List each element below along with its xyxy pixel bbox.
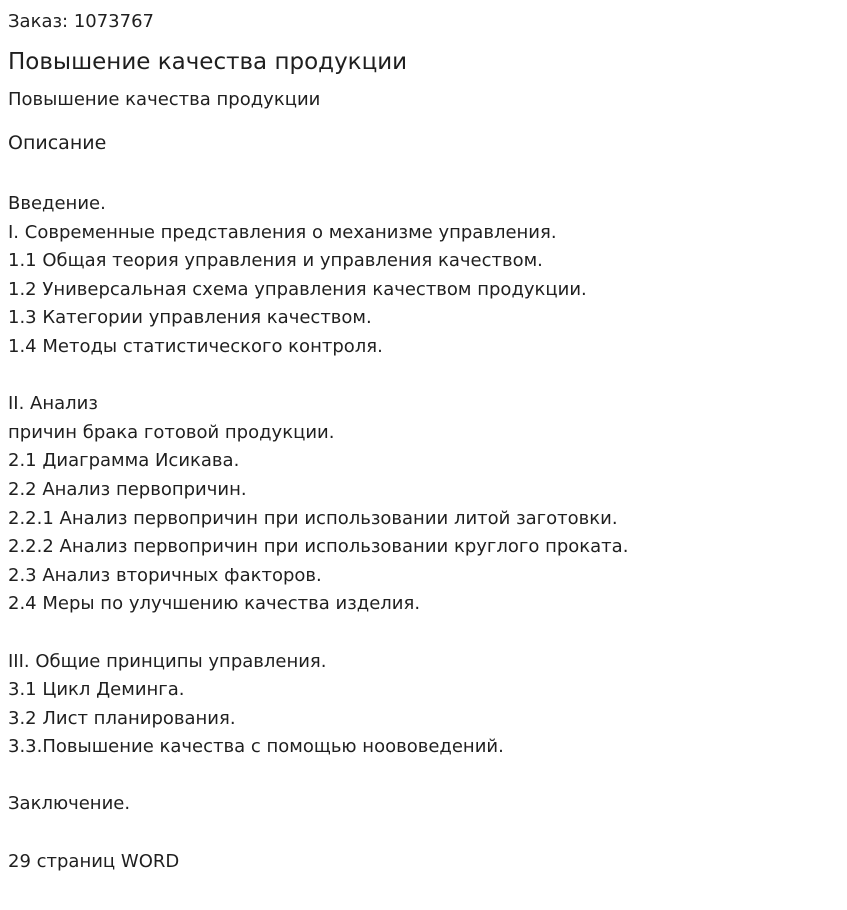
- contents-line: 3.3.Повышение качества с помощью ноововедений.: [8, 736, 504, 758]
- page-subtitle: Повышение качества продукции: [8, 89, 321, 110]
- contents-line: II. Анализ: [8, 393, 98, 415]
- contents-line: 3.1 Цикл Деминга.: [8, 679, 185, 701]
- contents-line: 2.2.2 Анализ первопричин при использовании круглого проката.: [8, 536, 629, 558]
- contents-line: I. Современные представления о механизме управления.: [8, 221, 557, 243]
- contents-line: 29 страниц WORD: [8, 850, 180, 872]
- contents-line: 1.4 Методы статистического контроля.: [8, 335, 383, 357]
- contents-line: 1.3 Категории управления качеством.: [8, 307, 372, 329]
- contents-line: 3.2 Лист планирования.: [8, 707, 236, 729]
- order-number: Заказ: 1073767: [8, 11, 154, 32]
- contents-blank-line: [8, 362, 838, 391]
- page-title: Повышение качества продукции: [8, 49, 408, 75]
- contents-line: 2.1 Диаграмма Исикава.: [8, 450, 240, 472]
- contents-blank-line: [8, 819, 838, 848]
- contents-blank-line: [8, 619, 838, 648]
- contents-line: 1.2 Универсальная схема управления качеством продукции.: [8, 278, 587, 300]
- contents-line: III. Общие принципы управления.: [8, 650, 327, 672]
- contents-line: причин брака готовой продукции.: [8, 421, 335, 443]
- contents-line: 2.2 Анализ первопричин.: [8, 478, 247, 500]
- contents-line: 1.1 Общая теория управления и управления качеством.: [8, 250, 543, 272]
- contents-line: 2.2.1 Анализ первопричин при использовании литой заготовки.: [8, 507, 618, 529]
- contents-blank-line: [8, 762, 838, 791]
- table-of-contents: [8, 190, 838, 876]
- contents-line: 2.3 Анализ вторичных факторов.: [8, 564, 322, 586]
- contents-line: Введение.: [8, 193, 106, 214]
- contents-line: Заключение.: [8, 793, 131, 815]
- contents-line: 2.4 Меры по улучшению качества изделия.: [8, 593, 421, 615]
- description-heading: Описание: [8, 132, 107, 154]
